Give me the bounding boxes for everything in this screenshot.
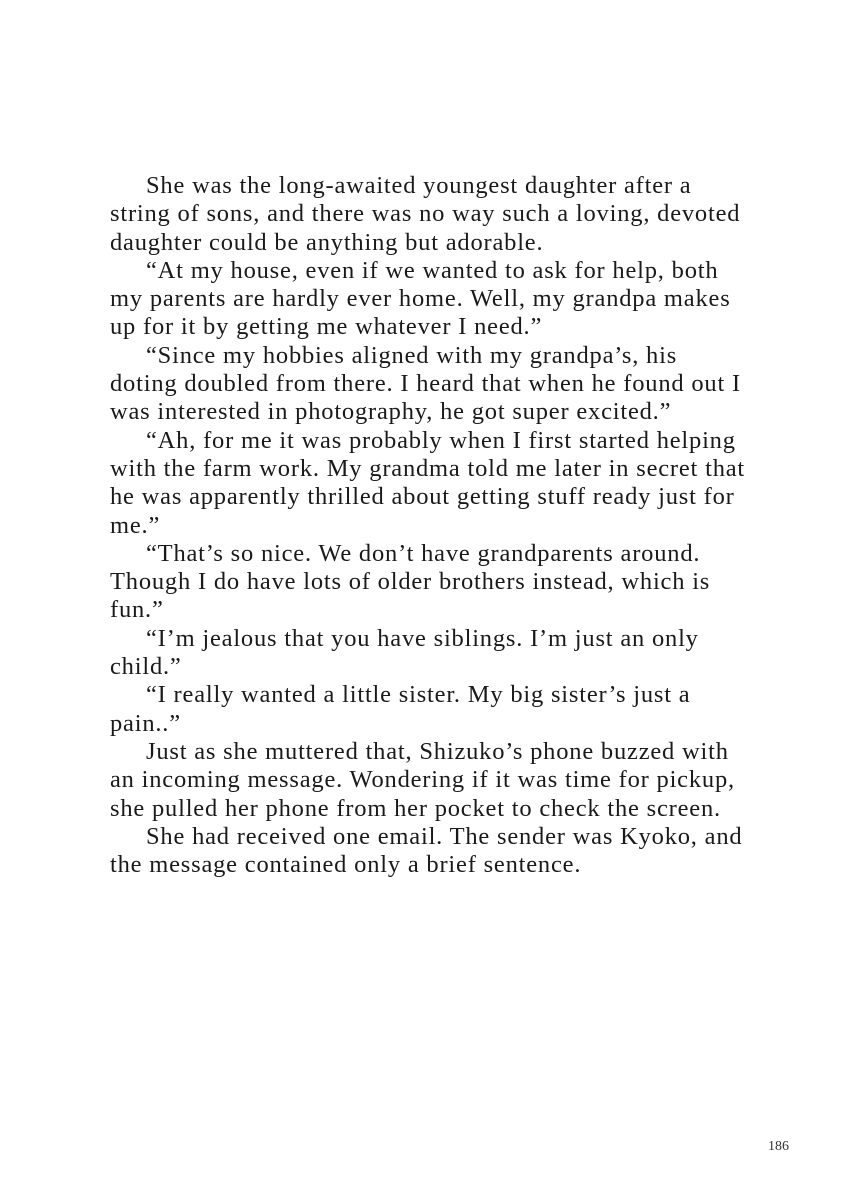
paragraph: “I’m jealous that you have siblings. I’m just an only child.” (110, 624, 699, 681)
paragraph: Just as she muttered that, Shizuko’s phone buzzed with an incoming message. Wondering if it was time for pickup, she pulled her phone from her pocket to check the screen. (110, 737, 735, 822)
paragraph: “That’s so nice. We don’t have grandparents around. Though I do have lots of older brothers instead, which is fun.” (110, 539, 711, 624)
paragraph: She had received one email. The sender was Kyoko, and the message contained only a brief sentence. (110, 822, 743, 879)
paragraph: “Since my hobbies aligned with my grandpa’s, his doting doubled from there. I heard that when he found out I was interested in photography, he got super excited.” (110, 341, 741, 426)
paragraph: She was the long-awaited youngest daughter after a string of sons, and there was no way such a loving, devoted daughter could be anything but adorable. (110, 172, 741, 256)
paragraph: “At my house, even if we wanted to ask for help, both my parents are hardly ever home. Well, my grandpa makes up for it by getting me whatever I need.” (110, 256, 731, 341)
paragraph: “Ah, for me it was probably when I first started helping with the farm work. My grandma told me later in secret that he was apparently thrilled about getting stuff ready just for me.” (110, 426, 746, 539)
page-number: 186 (768, 1139, 789, 1154)
paragraph: “I really wanted a little sister. My big sister’s just a pain..” (110, 681, 691, 737)
body-text (110, 172, 750, 879)
